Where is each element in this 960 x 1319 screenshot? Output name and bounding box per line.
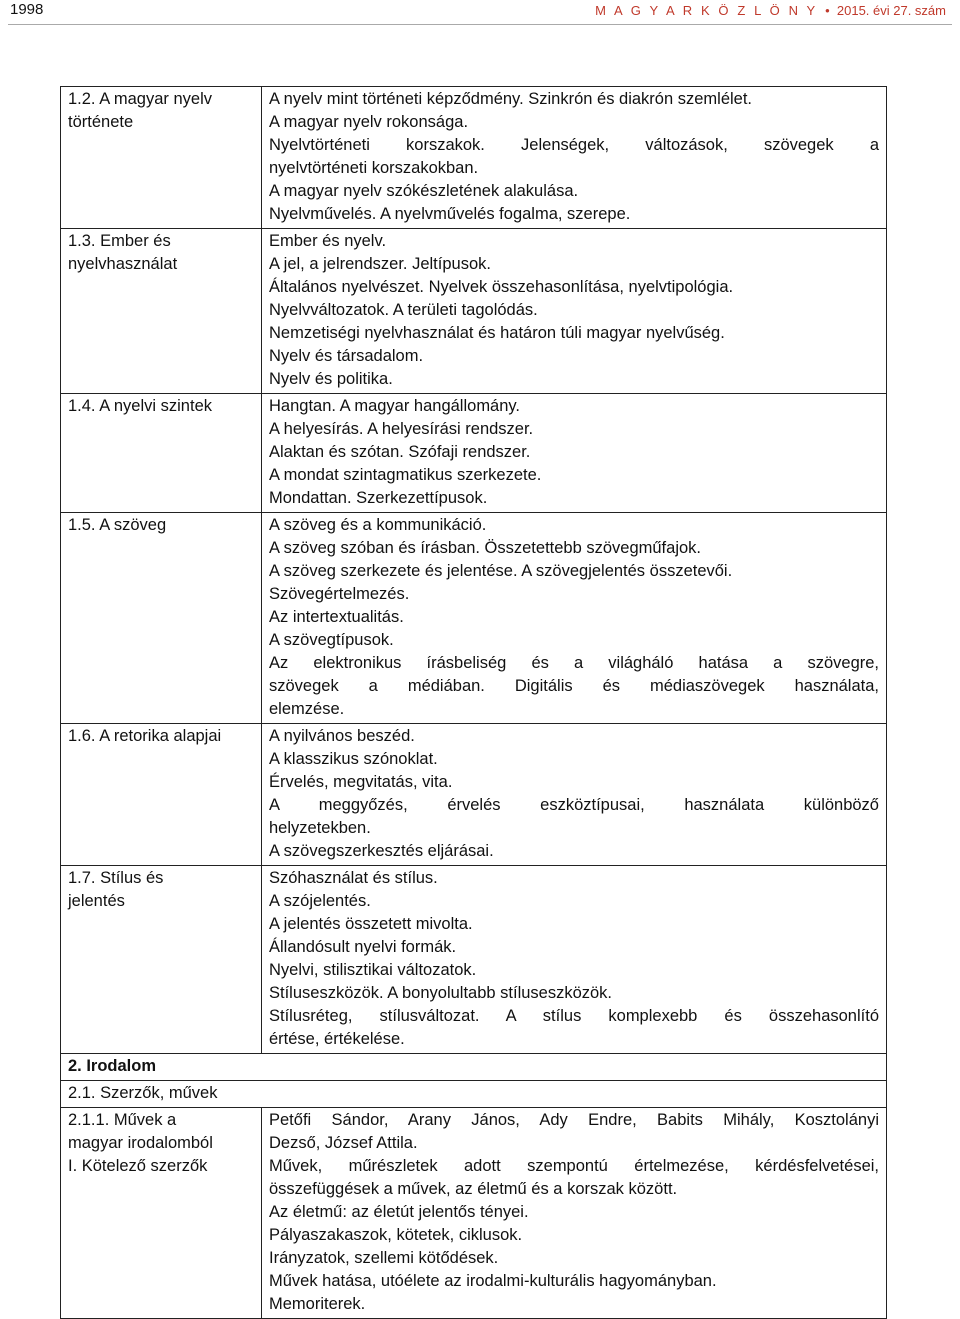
table-row	[61, 394, 887, 513]
content-cell	[262, 394, 887, 513]
content-line: Alaktan és szótan. Szófaji rendszer.	[269, 443, 531, 461]
content-line: Állandósult nyelvi formák.	[269, 938, 457, 956]
topic-title-line: nyelvhasználat	[68, 255, 178, 273]
curriculum-table	[60, 86, 887, 1319]
topic-title-line: 1.5. A szöveg	[68, 516, 167, 534]
content-line: Nyelv és politika.	[269, 370, 393, 388]
content-line: A jel, a jelrendszer. Jeltípusok.	[269, 255, 491, 273]
content-line: helyzetekben.	[269, 819, 371, 837]
topic-cell	[61, 724, 262, 866]
topic-title-line: 1.3. Ember és	[68, 232, 171, 250]
content-cell	[262, 724, 887, 866]
content-line: Az elektronikus írásbeliség és a világháló hatása a szövegre,	[269, 654, 879, 672]
content-line: Mondattan. Szerkezettípusok.	[269, 489, 488, 507]
content-line: Stílusréteg, stílusváltozat. A stílus komplexebb és összehasonlító	[269, 1007, 879, 1025]
content-line: Irányzatok, szellemi kötődések.	[269, 1249, 499, 1267]
content-line: szövegek a médiában. Digitális és médiaszövegek használata,	[269, 677, 879, 695]
content-line: A szöveg szerkezete és jelentése. A szövegjelentés összetevői.	[269, 562, 733, 580]
topic-title-line: jelentés	[68, 892, 125, 910]
topic-cell	[61, 513, 262, 724]
content-line: Memoriterek.	[269, 1295, 366, 1313]
table-row	[61, 724, 887, 866]
content-cell	[262, 229, 887, 394]
header-rule	[8, 24, 952, 25]
table-row	[61, 866, 887, 1054]
content-line: A helyesírás. A helyesírási rendszer.	[269, 420, 534, 438]
topic-title-line: 1.7. Stílus és	[68, 869, 164, 887]
topic-title-line: 2.1.1. Művek a	[68, 1111, 177, 1129]
topic-title-line: 1.4. A nyelvi szintek	[68, 397, 212, 415]
content-line: értése, értékelése.	[269, 1030, 405, 1048]
content-cell	[262, 513, 887, 724]
content-line: Művek, műrészletek adott szempontú értelmezése, kérdésfelvetései,	[269, 1157, 879, 1175]
content-line: A szöveg szóban és írásban. Összetettebb szövegműfajok.	[269, 539, 701, 557]
content-cell	[262, 1108, 887, 1319]
content-line: A nyilvános beszéd.	[269, 727, 415, 745]
curriculum-table-body	[61, 87, 887, 1319]
topic-title-line: magyar irodalomból	[68, 1134, 213, 1152]
content-line: Hangtan. A magyar hangállomány.	[269, 397, 521, 415]
content-line: Stíluseszközök. A bonyolultabb stíluseszközök.	[269, 984, 613, 1002]
page-number: 1998	[10, 1, 44, 18]
content-line: A nyelv mint történeti képződmény. Szinkrón és diakrón szemlélet.	[269, 90, 753, 108]
table-row	[61, 229, 887, 394]
content-line: Ember és nyelv.	[269, 232, 387, 250]
section-heading: 2. Irodalom	[61, 1054, 887, 1081]
topic-cell	[61, 1108, 262, 1319]
table-row	[61, 513, 887, 724]
content-line: Az életmű: az életút jelentős tényei.	[269, 1203, 529, 1221]
content-line: Petőfi Sándor, Arany János, Ady Endre, Babits Mihály, Kosztolányi	[269, 1111, 879, 1129]
content-line: Általános nyelvészet. Nyelvek összehasonlítása, nyelvtipológia.	[269, 278, 734, 296]
content-line: Nemzetiségi nyelvhasználat és határon túli magyar nyelvűség.	[269, 324, 725, 342]
page-header	[0, 0, 960, 26]
content-line: összefüggések a művek, az életmű és a korszak között.	[269, 1180, 678, 1198]
content-line: nyelvtörténeti korszakokban.	[269, 159, 479, 177]
content-cell	[262, 87, 887, 229]
issue-number: 2015. évi 27. szám	[836, 3, 946, 18]
content-line: A szövegszerkesztés eljárásai.	[269, 842, 494, 860]
topic-title-line: 1.2. A magyar nyelv	[68, 90, 212, 108]
table-row	[61, 1054, 887, 1081]
subsection-heading: 2.1. Szerzők, művek	[61, 1081, 887, 1108]
content-line: Nyelvtörténeti korszakok. Jelenségek, változások, szövegek a	[269, 136, 879, 154]
publication-info: M A G Y A R K Ö Z L Ö N Y • 2015. évi 27. szám	[595, 3, 946, 18]
content-line: elemzése.	[269, 700, 345, 718]
content-line: Nyelvváltozatok. A területi tagolódás.	[269, 301, 538, 319]
content-line: A szövegtípusok.	[269, 631, 394, 649]
content-line: A szójelentés.	[269, 892, 371, 910]
topic-cell	[61, 866, 262, 1054]
content-line: A klasszikus szónoklat.	[269, 750, 438, 768]
content-line: Nyelvi, stilisztikai változatok.	[269, 961, 477, 979]
topic-cell	[61, 87, 262, 229]
table-row	[61, 1081, 887, 1108]
topic-cell	[61, 394, 262, 513]
content-line: Az intertextualitás.	[269, 608, 404, 626]
content-cell	[262, 866, 887, 1054]
topic-cell	[61, 229, 262, 394]
topic-title-line: 1.6. A retorika alapjai	[68, 727, 222, 745]
content-line: A jelentés összetett mivolta.	[269, 915, 473, 933]
content-line: Nyelvművelés. A nyelvművelés fogalma, szerepe.	[269, 205, 631, 223]
publication-title: M A G Y A R K Ö Z L Ö N Y	[595, 3, 818, 18]
content-line: Szóhasználat és stílus.	[269, 869, 438, 887]
content-line: A szöveg és a kommunikáció.	[269, 516, 487, 534]
content-line: Érvelés, megvitatás, vita.	[269, 773, 453, 791]
content-line: Művek hatása, utóélete az irodalmi-kulturális hagyományban.	[269, 1272, 717, 1290]
table-row	[61, 87, 887, 229]
content-line: Szövegértelmezés.	[269, 585, 410, 603]
content-line: Pályaszakaszok, kötetek, ciklusok.	[269, 1226, 523, 1244]
table-row	[61, 1108, 887, 1319]
content-line: A meggyőzés, érvelés eszköztípusai, használata különböző	[269, 796, 879, 814]
topic-title-line: története	[68, 113, 134, 131]
content-line: Nyelv és társadalom.	[269, 347, 424, 365]
content-line: A mondat szintagmatikus szerkezete.	[269, 466, 542, 484]
content-line: A magyar nyelv szókészletének alakulása.	[269, 182, 579, 200]
content-line: A magyar nyelv rokonsága.	[269, 113, 469, 131]
topic-title-line: I. Kötelező szerzők	[68, 1157, 208, 1175]
content-line: Dezső, József Attila.	[269, 1134, 418, 1152]
